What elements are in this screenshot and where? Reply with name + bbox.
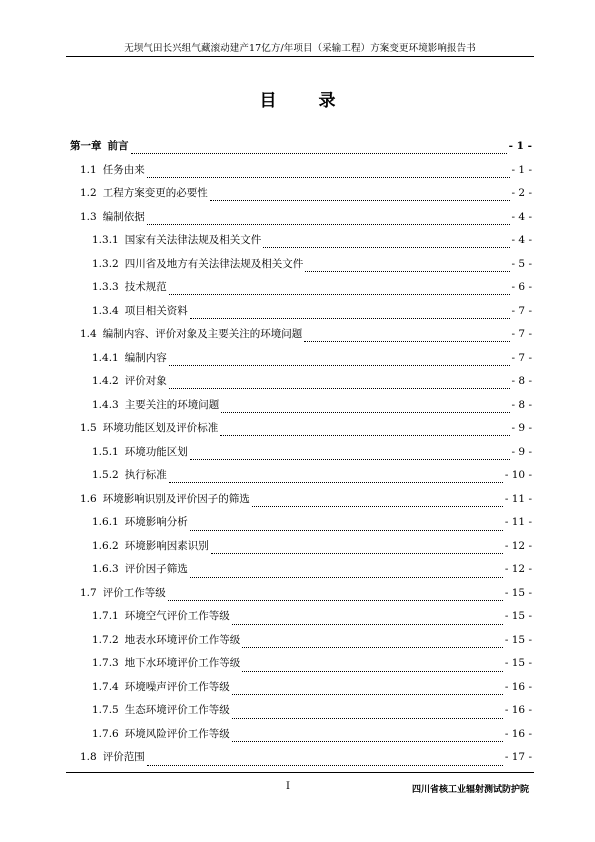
toc-entry-number: 1.8 bbox=[80, 751, 97, 764]
toc-entry-page: - 7 - bbox=[511, 304, 532, 317]
toc-entry-number: 1.3.4 bbox=[92, 304, 119, 317]
toc-entry-page: - 16 - bbox=[504, 727, 532, 740]
toc-leader-dots bbox=[169, 388, 510, 389]
toc-entry[interactable] bbox=[70, 232, 532, 256]
toc-leader-dots bbox=[169, 482, 503, 483]
toc-entry-title bbox=[92, 232, 261, 247]
toc-entry-number: 1.3.3 bbox=[92, 281, 119, 294]
table-of-contents bbox=[70, 138, 532, 773]
toc-entry[interactable] bbox=[70, 279, 532, 303]
toc-entry-page: - 9 - bbox=[511, 445, 532, 458]
toc-entry-number: 1.7.1 bbox=[92, 610, 119, 623]
toc-leader-dots bbox=[190, 459, 510, 460]
toc-entry[interactable] bbox=[70, 632, 532, 656]
toc-entry-page: - 8 - bbox=[511, 398, 532, 411]
toc-leader-dots bbox=[169, 365, 510, 366]
toc-entry[interactable] bbox=[70, 655, 532, 679]
organization-name: 四川省核工业辐射测试防护院 bbox=[411, 785, 529, 795]
toc-entry-title bbox=[92, 350, 167, 365]
toc-entry-number: 1.7.3 bbox=[92, 657, 119, 670]
toc-leader-dots bbox=[190, 318, 510, 319]
toc-entry-label: 评价对象 bbox=[124, 375, 167, 388]
toc-entry-page: - 7 - bbox=[511, 328, 532, 341]
toc-entry-page: - 11 - bbox=[504, 492, 532, 505]
toc-entry[interactable] bbox=[70, 749, 532, 773]
toc-entry[interactable] bbox=[70, 538, 532, 562]
page-number: I bbox=[286, 781, 290, 792]
toc-entry-title bbox=[80, 585, 166, 600]
toc-entry-label: 评价因子筛选 bbox=[124, 563, 188, 576]
toc-entry-title bbox=[92, 608, 230, 623]
toc-leader-dots bbox=[147, 765, 503, 766]
toc-leader-dots bbox=[168, 600, 503, 601]
toc-entry-title bbox=[92, 538, 209, 553]
toc-leader-dots bbox=[232, 624, 503, 625]
toc-entry-label: 环境空气评价工作等级 bbox=[124, 610, 230, 623]
toc-entry-page: - 7 - bbox=[511, 351, 532, 364]
toc-entry-title bbox=[92, 679, 230, 694]
toc-entry-label: 前言 bbox=[107, 140, 129, 152]
toc-entry-number: 1.6.3 bbox=[92, 563, 119, 576]
toc-entry-title bbox=[92, 467, 167, 482]
toc-entry-title bbox=[92, 279, 167, 294]
toc-leader-dots bbox=[190, 530, 503, 531]
toc-entry-page: - 12 - bbox=[504, 539, 532, 552]
toc-entry-number: 1.6.1 bbox=[92, 516, 119, 529]
toc-entry-page: - 16 - bbox=[504, 704, 532, 717]
toc-leader-dots bbox=[305, 271, 509, 272]
toc-entry-number: 1.4.1 bbox=[92, 351, 119, 364]
toc-entry-page: - 5 - bbox=[511, 257, 532, 270]
toc-entry-page: - 11 - bbox=[504, 516, 532, 529]
toc-entry-title bbox=[80, 185, 208, 200]
toc-entry-number: 第一章 bbox=[70, 140, 102, 152]
toc-entry-title bbox=[80, 162, 145, 177]
toc-entry-title bbox=[92, 655, 240, 670]
toc-entry[interactable] bbox=[70, 679, 532, 703]
toc-entry-number: 1.3 bbox=[80, 210, 97, 223]
toc-entry-title bbox=[92, 632, 240, 647]
toc-entry[interactable] bbox=[70, 397, 532, 421]
toc-entry[interactable] bbox=[70, 608, 532, 632]
toc-entry[interactable] bbox=[70, 561, 532, 585]
toc-heading: 目 录 bbox=[259, 91, 354, 111]
toc-entry[interactable] bbox=[70, 138, 532, 162]
toc-entry-label: 地下水环境评价工作等级 bbox=[124, 657, 241, 670]
toc-leader-dots bbox=[169, 294, 510, 295]
toc-entry-number: 1.5.2 bbox=[92, 469, 119, 482]
toc-entry-label: 环境影响识别及评价因子的筛选 bbox=[102, 492, 250, 505]
toc-entry[interactable] bbox=[70, 373, 532, 397]
toc-entry-label: 编制依据 bbox=[102, 210, 145, 223]
toc-entry-title bbox=[92, 726, 230, 741]
toc-leader-dots bbox=[263, 247, 509, 248]
toc-entry-title bbox=[92, 561, 188, 576]
footer-divider bbox=[66, 772, 534, 773]
toc-entry[interactable] bbox=[70, 256, 532, 280]
toc-entry-label: 环境功能区划 bbox=[124, 445, 188, 458]
toc-entry-page: - 15 - bbox=[504, 657, 532, 670]
toc-entry-number: 1.7.6 bbox=[92, 727, 119, 740]
toc-entry-number: 1.5 bbox=[80, 422, 97, 435]
toc-entry-title bbox=[92, 514, 188, 529]
toc-entry-label: 环境风险评价工作等级 bbox=[124, 727, 230, 740]
toc-entry-page: - 15 - bbox=[504, 610, 532, 623]
toc-leader-dots bbox=[232, 718, 503, 719]
toc-entry-page: - 15 - bbox=[504, 633, 532, 646]
toc-leader-dots bbox=[232, 741, 503, 742]
toc-entry-page: - 17 - bbox=[504, 751, 532, 764]
toc-entry[interactable] bbox=[70, 185, 532, 209]
toc-entry[interactable] bbox=[70, 162, 532, 186]
toc-entry-title bbox=[80, 420, 218, 435]
toc-entry[interactable] bbox=[70, 726, 532, 750]
toc-entry-label: 地表水环境评价工作等级 bbox=[124, 633, 241, 646]
toc-leader-dots bbox=[242, 647, 503, 648]
toc-entry-title bbox=[80, 491, 250, 506]
toc-entry-title bbox=[92, 444, 188, 459]
toc-entry[interactable] bbox=[70, 491, 532, 515]
toc-entry-label: 环境影响因素识别 bbox=[124, 539, 209, 552]
toc-entry-title bbox=[80, 749, 145, 764]
toc-entry-label: 主要关注的环境问题 bbox=[124, 398, 220, 411]
toc-entry-page: - 8 - bbox=[511, 375, 532, 388]
toc-entry-title bbox=[92, 303, 188, 318]
toc-entry-label: 任务由来 bbox=[102, 163, 145, 176]
toc-entry[interactable] bbox=[70, 420, 532, 444]
toc-leader-dots bbox=[252, 506, 503, 507]
toc-entry-number: 1.2 bbox=[80, 187, 97, 200]
toc-entry-title bbox=[92, 702, 230, 717]
toc-leader-dots bbox=[131, 153, 507, 154]
toc-entry-number: 1.7.4 bbox=[92, 680, 119, 693]
toc-entry-label: 四川省及地方有关法律法规及相关文件 bbox=[124, 257, 304, 270]
toc-entry-number: 1.3.2 bbox=[92, 257, 119, 270]
toc-entry-page: - 1 - bbox=[508, 140, 532, 152]
toc-entry-label: 环境噪声评价工作等级 bbox=[124, 680, 230, 693]
toc-entry-number: 1.7.5 bbox=[92, 704, 119, 717]
toc-leader-dots bbox=[220, 435, 509, 436]
toc-entry-label: 项目相关资料 bbox=[124, 304, 188, 317]
toc-leader-dots bbox=[210, 200, 510, 201]
toc-entry[interactable] bbox=[70, 303, 532, 327]
toc-entry-label: 技术规范 bbox=[124, 281, 167, 294]
toc-entry-title bbox=[92, 397, 219, 412]
toc-entry-title bbox=[92, 373, 167, 388]
toc-entry-number: 1.4.2 bbox=[92, 375, 119, 388]
toc-entry-number: 1.1 bbox=[80, 163, 97, 176]
toc-entry-number: 1.7.2 bbox=[92, 633, 119, 646]
toc-entry-label: 环境功能区划及评价标准 bbox=[102, 422, 219, 435]
toc-entry-label: 评价工作等级 bbox=[102, 586, 166, 599]
toc-entry-page: - 2 - bbox=[511, 187, 532, 200]
toc-entry[interactable] bbox=[70, 702, 532, 726]
toc-entry[interactable] bbox=[70, 585, 532, 609]
toc-entry-page: - 16 - bbox=[504, 680, 532, 693]
toc-entry-number: 1.4 bbox=[80, 328, 97, 341]
toc-entry[interactable] bbox=[70, 209, 532, 233]
toc-entry-number: 1.6 bbox=[80, 492, 97, 505]
toc-entry-label: 编制内容 bbox=[124, 351, 167, 364]
toc-entry[interactable] bbox=[70, 326, 532, 350]
toc-entry-page: - 4 - bbox=[511, 234, 532, 247]
toc-entry[interactable] bbox=[70, 350, 532, 374]
toc-entry-number: 1.4.3 bbox=[92, 398, 119, 411]
toc-leader-dots bbox=[242, 671, 503, 672]
toc-entry-label: 国家有关法律法规及相关文件 bbox=[124, 234, 262, 247]
toc-entry-label: 评价范围 bbox=[102, 751, 145, 764]
toc-leader-dots bbox=[221, 412, 509, 413]
toc-leader-dots bbox=[211, 553, 503, 554]
toc-entry-page: - 10 - bbox=[504, 469, 532, 482]
toc-entry-title bbox=[80, 209, 145, 224]
toc-leader-dots bbox=[147, 177, 510, 178]
toc-entry-page: - 4 - bbox=[511, 210, 532, 223]
toc-entry[interactable] bbox=[70, 444, 532, 468]
toc-entry-page: - 6 - bbox=[511, 281, 532, 294]
toc-leader-dots bbox=[190, 577, 503, 578]
toc-entry-page: - 9 - bbox=[511, 422, 532, 435]
toc-entry-number: 1.5.1 bbox=[92, 445, 119, 458]
toc-entry[interactable] bbox=[70, 514, 532, 538]
toc-entry[interactable] bbox=[70, 467, 532, 491]
toc-entry-page: - 15 - bbox=[504, 586, 532, 599]
toc-entry-title bbox=[80, 326, 302, 341]
header-divider bbox=[66, 56, 534, 57]
toc-entry-number: 1.6.2 bbox=[92, 539, 119, 552]
toc-entry-number: 1.3.1 bbox=[92, 234, 119, 247]
toc-entry-page: - 1 - bbox=[511, 163, 532, 176]
toc-entry-title bbox=[92, 256, 303, 271]
toc-entry-number: 1.7 bbox=[80, 586, 97, 599]
toc-entry-label: 编制内容、评价对象及主要关注的环境问题 bbox=[102, 328, 303, 341]
toc-entry-page: - 12 - bbox=[504, 563, 532, 576]
toc-entry-title bbox=[70, 138, 129, 153]
toc-leader-dots bbox=[232, 694, 503, 695]
toc-entry-label: 工程方案变更的必要性 bbox=[102, 187, 208, 200]
toc-leader-dots bbox=[147, 224, 510, 225]
toc-leader-dots bbox=[304, 341, 509, 342]
toc-entry-label: 环境影响分析 bbox=[124, 516, 188, 529]
toc-entry-label: 执行标准 bbox=[124, 469, 167, 482]
toc-entry-label: 生态环境评价工作等级 bbox=[124, 704, 230, 717]
running-header: 无坝气田长兴组气藏滚动建产17亿方/年项目（采输工程）方案变更环境影响报告书 bbox=[124, 43, 476, 54]
